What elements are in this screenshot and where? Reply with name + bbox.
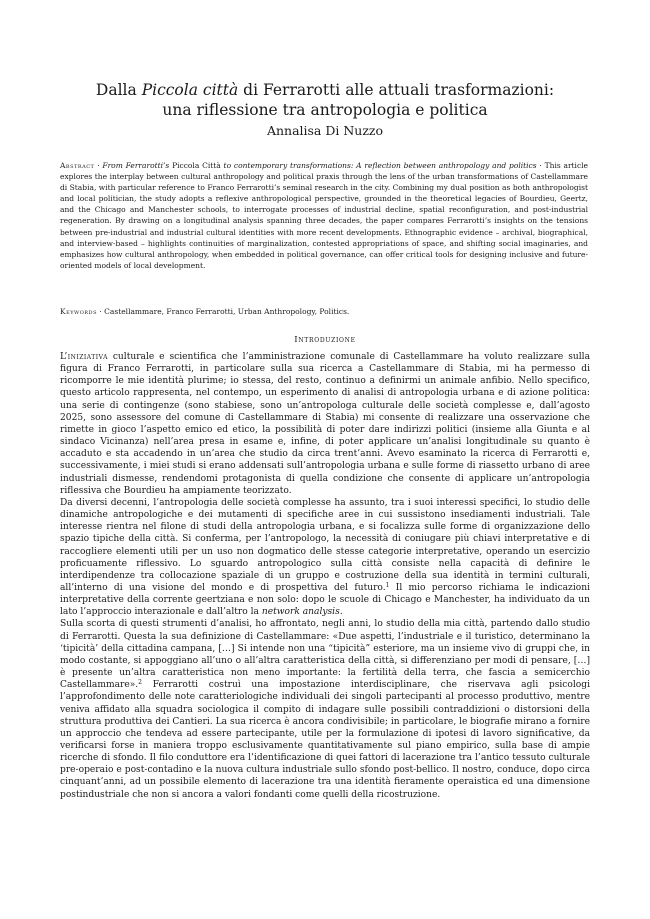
abstract-body: · This article explores the interplay between cultural anthropology and political praxis through the lens of the urban transformations of Castellammare di Stabia, with particular reference to Franco Ferrarotti’s seminal research in the city. Combining my dual position as both anthropologist and local politician, the study adopts a reflexive anthropological perspective, grounded in the theoretical legacies of Bourdieu, Geertz, and the Chicago and Manchester schools, to interrogate processes of industrial decline, spatial reconfiguration, and post-industrial regeneration. By drawing on a longitudinal analysis spanning three decades, the paper compares Ferrarotti’s insights on the tensions between pre-industrial and industrial cultural identities with more recent developments. Ethnographic evidence – archival, biographical, and interview-based – highlights continuities of marginalization, contested appropriations of space, and shifting social imaginaries, and emphasizes how cultural anthropology, when embedded in political governance, can offer critical tools for designing inclusive and future-oriented models of local development. xyxy=(60,161,588,270)
title-italic-work: Piccola città xyxy=(141,81,239,99)
title-text-pre: Dalla xyxy=(95,81,142,99)
author-name: Annalisa Di Nuzzo xyxy=(266,123,384,138)
abstract-label: Abstract xyxy=(60,161,95,170)
section-heading: Introduzione xyxy=(294,335,356,345)
keywords-text: Castellammare, Franco Ferrarotti, Urban Anthropology, Politics. xyxy=(104,307,350,316)
paragraph-1 xyxy=(60,351,590,497)
paragraph-1-text: culturale e scientifica che l’amministrazione comunale di Castellammare ha voluto realizzare sulla figura di Franco Ferrarotti, in particolare sulla sua ricerca a Castellammare di Stabia, mi ha permesso di ricomporre le mie identità plurime; io stessa, del resto, continuo a definirmi un animale anfibio. Nello specifico, questo articolo rappresenta, nel contempo, un esperimento di analisi di antropologia urbana e di azione politica: una serie di contingenze (sono stabiese, sono un’antropologa culturale delle società complesse e, dall’agosto 2025, sono assessore del comune di Castellammare di Stabia) mi consente di realizzare una osservazione che rimette in gioco l’aspetto emico ed etico, la possibilità di poter dare indirizzi politici (insieme alla Giunta e al sindaco Vicinanza) nell’area presa in esame e, infine, di poter applicare un’analisi longitudinale su quanto è accaduto e sta accadendo in un’area che studio da circa trent’anni. Avevo esaminato la ricerca di Ferrarotti e, successivamente, i miei studi si erano addensati sull’antropologia urbana e sulle forme di riassetto urbano di aree industriali dismesse, rendendomi protagonista di quella condizione che consente di applicare un’antropologia riflessiva che Bourdieu ha ampiamente teorizzato. xyxy=(60,352,590,496)
paragraph-2-text-c: . xyxy=(339,607,343,618)
paragraph-3 xyxy=(60,618,590,800)
paragraph-2 xyxy=(60,497,590,619)
title-text-post: di Ferrarotti alle attuali trasformazioni: xyxy=(238,81,555,99)
abstract-english-title-b: Piccola Città xyxy=(172,161,221,170)
abstract-english-title-a: From Ferrarotti’s xyxy=(102,161,173,170)
paragraph-2-italic-term: network analysis xyxy=(261,607,340,618)
abstract-english-title-c: to contemporary transformations: A reflection between anthropology and politics xyxy=(220,161,537,170)
keywords xyxy=(60,306,588,317)
paragraph-3-text-b: Ferrarotti costruì una impostazione interdisciplinare, che riservava agli psicologi l’approfondimento delle note caratteriologiche individuali dei singoli partecipanti al processo produttivo, mentre veniva affidato alla squadra sociologica il compito di indagare sulle possibili contraddizioni o distorsioni della struttura produttiva dei Cantieri. La sua ricerca è ancora condivisibile; in particolare, le biografie mirano a fornire un approccio che tendeva ad essere partecipante, utile per la formulazione di ipotesi di lavoro significative, da verificarsi forse in maniera troppo esclusivamente quantitativamente sul piano empirico, sulla base di ampie ricerche di sfondo. Il filo conduttore era l’identificazione di quei fattori di lacerazione tra l’antico tessuto culturale pre-operaio e post-contadino e la nuova cultura industriale sullo sfondo post-bellico. Il nostro, conduce, dopo circa cinquant’anni, ad un possibile elemento di lacerazione tra una identità fieramente operaistica ed una dimensione postindustriale che non si ancora a valori fondanti come quelli della ricostruzione. xyxy=(60,680,590,800)
paragraph-3-text-a: Sulla scorta di questi strumenti d’analisi, ho affrontato, negli anni, lo studio della mia città, partendo dallo studio di Ferrarotti. Questa la sua definizione di Castellammare: «Due aspetti, l’industriale e il turistico, determinano la ‘tipicità’ della cittadina campana, […] Si intende non una “tipicità” esteriore, ma un insieme vivo di gruppi che, in modo costante, si appoggiano all’uno o all’altra caratteristica della città, si differenziano per modi di pensare, […] è presente un’altra caratteristica non meno importante: la fertilità della terra, che fascia a semicerchio Castellammare». xyxy=(60,619,590,691)
article-title-line-1 xyxy=(60,80,590,100)
paragraph-2-text-a: Da diversi decenni, l’antropologia delle società complesse ha assunto, tra i suoi interessi specifici, lo studio delle dinamiche antropologiche e dei mutamenti di specifiche aree in cui sussistono insediamenti industriali. Tale interesse rientra nel filone di studi della antropologia urbana, e si focalizza sulle forme di organizzazione dello spazio tipiche della città. Si conferma, per l’antropologo, la necessità di coniugare più chiavi interpretative e di raccogliere elementi utili per un uso non dogmatico delle stesse categorie interpretative, operando un esercizio proficuamente riflessivo. Lo sguardo antropologico sulla città consiste nella capacità di definire le interdipendenze tra collocazione spaziale di un gruppo e costruzione della sua identità in termini culturali, all’interno di una visione del mondo e di prospettiva del futuro. xyxy=(60,497,590,593)
footnote-ref-2[interactable]: 2 xyxy=(138,679,142,687)
paragraph-1-lead-word: L’iniziativa xyxy=(60,352,108,362)
article-body xyxy=(60,351,590,801)
keywords-separator: · xyxy=(97,307,105,316)
abstract-separator: · xyxy=(94,161,103,170)
keywords-label: Keywords xyxy=(60,307,97,316)
footnote-ref-1[interactable]: 1 xyxy=(385,581,390,589)
abstract xyxy=(60,160,588,271)
article-title-line-2: una riflessione tra antropologia e politica xyxy=(162,101,488,119)
paragraph-2-text-b: Il mio percorso richiama le indicazioni interpretative della corrente geertziana e non solo: dopo le scuole di Chicago e Manchester, ha individuato da un lato l’approccio interazionale e dall’altro la xyxy=(60,582,591,618)
